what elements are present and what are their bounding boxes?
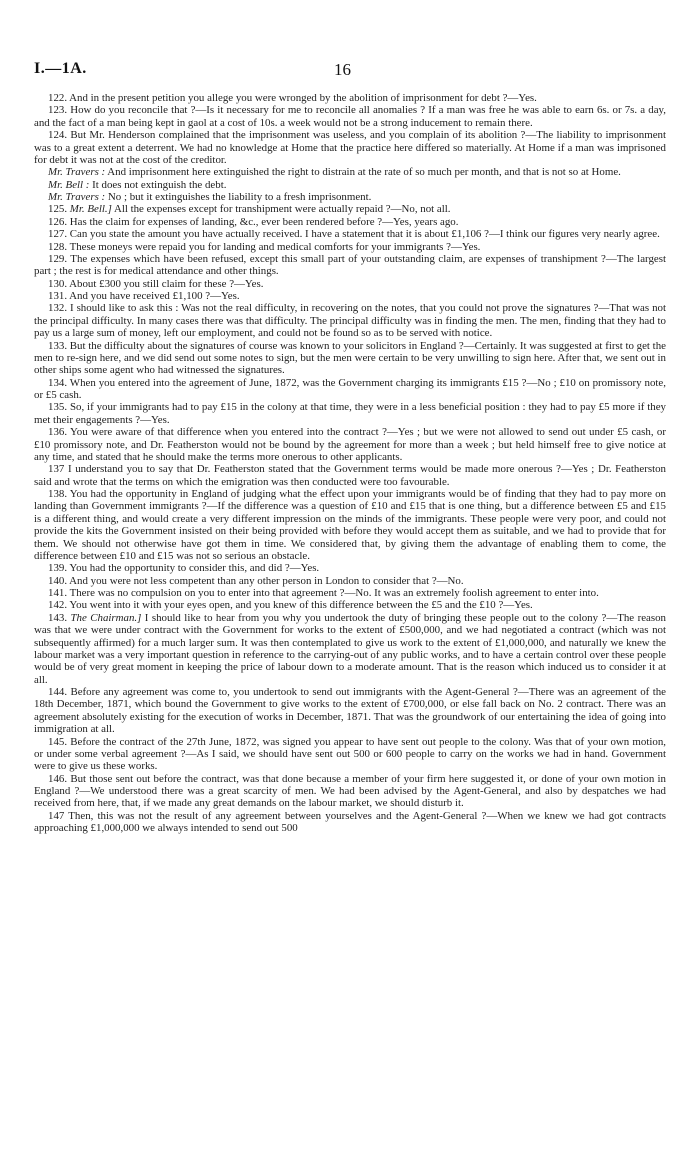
paragraph-146: 146. But those sent out before the contract, was that done because a member of your firm here suggested it, or done of your own motion in England ?—We understood there was a great scarcity of men. We had been advised by the Agent-General, and also by despatches we had received from here, that, if we made any great demands on the labour market, we should disturb it.	[34, 772, 666, 810]
paragraph-144: 144. Before any agreement was come to, you undertook to send out immigrants with the Agent-General ?—There was an agreement of the 18th December, 1871, which bound the Government to give works to the extent of £700,000, or else fall back on No. 2 contract. There was an agreement absolutely existing for the execution of works in December, 1871. That was the groundwork of our entertaining the idea of going into immigration at all.	[34, 686, 666, 736]
remark-travers-1: Mr. Travers : And imprisonment here extinguished the right to distrain at the rate of so much per month, and that is not so at Home.	[48, 166, 621, 179]
page-number: 16	[334, 60, 351, 79]
paragraph-131: 131. And you have received £1,100 ?—Yes.	[48, 290, 240, 302]
paragraph-126: 126. Has the claim for expenses of landing, &c., ever been rendered before ?—Yes, years ago.	[48, 215, 459, 228]
paragraph-147: 147 Then, this was not the result of any agreement between yourselves and the Agent-General ?—When we knew we had got contracts approaching £1,000,000 we always intended to send out 500	[34, 809, 666, 835]
paragraph-143: 143. The Chairman.] I should like to hear from you why you undertook the duty of bringing these people out to the colony ?—The reason was that we were under contract with the Government for works to the extent of £500,000, and we had negotiated a contract (which was not subsequently affirmed) for a much larger sum. It was then contemplated to give us work to the extent of £1,000,000, and naturally we knew the labour market was a very important question in reference to the carrying-out of any public works, and to have a certain control over these people would be of very great moment in keeping the price of labour down to a moderate amount. That is the reason which induced us to consider it at all.	[34, 611, 666, 686]
paragraph-142: 142. You went into it with your eyes open, and you knew of this difference between the £5 and the £10 ?—Yes.	[48, 599, 533, 612]
speaker-name: Mr. Travers :	[48, 191, 106, 203]
speaker-name: Mr. Travers :	[48, 166, 106, 179]
document-reference: I.—1A.	[34, 60, 87, 77]
paragraph-134: 134. When you entered into the agreement of June, 1872, was the Government charging its immigrants £15 ?—No ; £10 on promissory note, or £5 cash.	[34, 376, 666, 401]
paragraph-128: 128. These moneys were repaid you for landing and medical comforts for your immigrants ?—Yes.	[48, 240, 481, 253]
paragraph-124: 124. But Mr. Henderson complained that the imprisonment was useless, and you complain of its abolition ?—The liability to imprisonment was to a great extent a deterrent. We had no knowledge at Home that the practice here differed so materially. At Home if a man was imprisoned for debt it was not at the cost of the creditor.	[34, 129, 666, 166]
paragraph-127: 127. Can you state the amount you have actually received. I have a statement that it is about £1,106 ?—I think our figures very nearly agree.	[48, 228, 660, 241]
speaker-name: Mr. Bell :	[48, 178, 90, 191]
paragraph-130: 130. About £300 you still claim for these ?—Yes.	[48, 277, 264, 290]
paragraph-141: 141. There was no compulsion on you to enter into that agreement ?—No. It was an extremely foolish agreement to enter into.	[48, 587, 599, 599]
paragraph-137: 137 I understand you to say that Dr. Featherston stated that the Government terms would be made more onerous ?—Yes ; Dr. Featherston said and wrote that the terms on which the emigration was then conducted were too favourable.	[34, 463, 666, 488]
paragraph-125: 125. Mr. Bell.] All the expenses except for transhipment were actually repaid ?—No, not all.	[48, 203, 451, 216]
remark-travers-2: Mr. Travers : No ; but it extinguishes the liability to a fresh imprisonment.	[48, 191, 372, 203]
paragraph-140: 140. And you were not less competent than any other person in London to consider that ?—No.	[48, 574, 464, 587]
paragraph-145: 145. Before the contract of the 27th June, 1872, was signed you appear to have sent out people to the colony. Was that of your own motion, or under some verbal agreement ?—As I said, we should have sent out 500 or 600 people to carry on the works we had in hand. Government were to give us these works.	[34, 735, 666, 773]
remark-bell: Mr. Bell : It does not extinguish the debt.	[48, 178, 227, 191]
page-header	[34, 60, 666, 82]
paragraph-139: 139. You had the opportunity to consider this, and did ?—Yes.	[48, 562, 320, 575]
paragraph-136: 136. You were aware of that difference when you entered into the contract ?—Yes ; but we were not allowed to send out under £5 cash, or £10 promissory note, and Dr. Featherston would not be bound by the agreement for more than a week ; but held himself free to give notice at any time, and stated that he should make the terms more onerous to other applicants.	[34, 426, 666, 463]
paragraph-138: 138. You had the opportunity in England of judging what the effect upon your immigrants would be of finding that they had to pay more on landing than Government immigrants ?—If the difference was a question of £10 and £15 that is one thing, but a difference between £5 and £15 is a different thing, and would create a very different impression on the minds of the immigrants. These people were very poor, and could not provide the kits the Government insisted on their being provided with before they would accept them as suitable, and we had to provide that for them. We should not otherwise have got them in time. We considered that, by giving them the advantage of enabling them to come, the difference between £10 and £15 was not so serious an obstacle.	[34, 488, 666, 562]
document-body	[34, 92, 666, 835]
paragraph-132: 132. I should like to ask this : Was not the real difficulty, in recovering on the notes, that you could not prove the signatures ?—That was not the principal difficulty. In many cases there was that difficulty. The principal difficulty was in finding the men. The men, finding that they had to pay us a large sum of money, left our employment, and could not be found so as to be served with notice.	[34, 302, 666, 340]
paragraph-123: 123. How do you reconcile that ?—Is it necessary for me to reconcile all anomalies ? If a man was free he was able to earn 6s. or 7s. a day, and the fact of a man being kept in gaol at a cost of 10s. a week would not be a strong inducement to remain there.	[34, 104, 666, 129]
paragraph-133: 133. But the difficulty about the signatures of course was known to your solicitors in England ?—Certainly. It was suggested at first to get the men to re-sign here, and we did send out some notes to sign, but the men were certain to be very unwilling to sign here. After that, we sent out in other ships some agent who had witnessed the signatures.	[34, 339, 666, 377]
paragraph-135: 135. So, if your immigrants had to pay £15 in the colony at that time, they were in a less beneficial position : they had to pay £5 more if they met their engagements ?—Yes.	[34, 401, 666, 426]
paragraph-122: 122. And in the present petition you allege you were wronged by the abolition of imprisonment for debt ?—Yes.	[48, 92, 537, 104]
speaker-name: The Chairman.]	[70, 611, 142, 624]
paragraph-129: 129. The expenses which have been refused, except this small part of your outstanding claim, are expenses of transhipment ?—The largest part ; the rest is for medical attendance and other things.	[34, 252, 666, 278]
speaker-name: Mr. Bell.]	[69, 203, 112, 216]
